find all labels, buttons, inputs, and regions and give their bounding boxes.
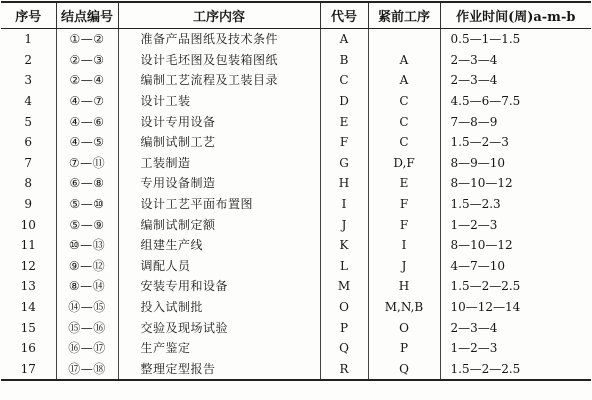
cell-predecessor: J <box>368 256 440 277</box>
cell-task: 准备产品图纸及技术条件 <box>118 29 320 50</box>
cell-node: ④—⑦ <box>56 91 118 112</box>
cell-code: D <box>320 91 368 112</box>
cell-duration: 8—10—12 <box>440 235 591 256</box>
cell-predecessor: C <box>368 111 440 132</box>
table-row <box>1 91 591 112</box>
cell-predecessor: I <box>368 235 440 256</box>
cell-no: 5 <box>1 111 56 132</box>
cell-code: F <box>320 132 368 153</box>
cell-no: 2 <box>1 50 56 71</box>
cell-no: 16 <box>1 338 56 359</box>
cell-predecessor: D,F <box>368 153 440 174</box>
cell-code: M <box>320 276 368 297</box>
cell-node: ⑩—⑬ <box>56 235 118 256</box>
cell-no: 6 <box>1 132 56 153</box>
cell-node: ⑤—⑨ <box>56 214 118 235</box>
table-row <box>1 132 591 153</box>
cell-node: ②—③ <box>56 50 118 71</box>
cell-node: ⑨—⑫ <box>56 256 118 277</box>
cell-duration: 8—10—12 <box>440 173 591 194</box>
cell-no: 14 <box>1 297 56 318</box>
table-row <box>1 276 591 297</box>
cell-duration: 7—8—9 <box>440 111 591 132</box>
cell-code: C <box>320 70 368 91</box>
cell-duration: 1.5—2—2.5 <box>440 276 591 297</box>
header-predecessor: 紧前工序 <box>368 2 440 29</box>
cell-predecessor: E <box>368 173 440 194</box>
table-row <box>1 70 591 91</box>
cell-task: 工装制造 <box>118 153 320 174</box>
cell-duration: 4.5—6—7.5 <box>440 91 591 112</box>
cell-duration: 8—9—10 <box>440 153 591 174</box>
cell-predecessor: O <box>368 317 440 338</box>
cell-node: ⑦—⑪ <box>56 153 118 174</box>
cell-code: I <box>320 194 368 215</box>
cell-predecessor: M,N,B <box>368 297 440 318</box>
table-row <box>1 317 591 338</box>
cell-no: 11 <box>1 235 56 256</box>
cell-predecessor: A <box>368 70 440 91</box>
cell-code: J <box>320 214 368 235</box>
cell-predecessor: F <box>368 194 440 215</box>
table-row <box>1 173 591 194</box>
table-row <box>1 256 591 277</box>
header-duration: 作业时间(周)a-m-b <box>440 2 591 29</box>
table-row <box>1 194 591 215</box>
cell-code: P <box>320 317 368 338</box>
table-row <box>1 338 591 359</box>
cell-duration: 1.5—2.3 <box>440 194 591 215</box>
table-row <box>1 359 591 381</box>
cell-task: 组建生产线 <box>118 235 320 256</box>
cell-task: 调配人员 <box>118 256 320 277</box>
cell-task: 生产鉴定 <box>118 338 320 359</box>
cell-duration: 1—2—3 <box>440 214 591 235</box>
cell-no: 17 <box>1 359 56 381</box>
cell-node: ⑥—⑧ <box>56 173 118 194</box>
table-body <box>1 29 591 381</box>
cell-duration: 2—3—4 <box>440 50 591 71</box>
table-row <box>1 297 591 318</box>
cell-node: ⑯—⑰ <box>56 338 118 359</box>
cell-code: K <box>320 235 368 256</box>
cell-code: B <box>320 50 368 71</box>
cell-no: 12 <box>1 256 56 277</box>
cell-code: E <box>320 111 368 132</box>
cell-duration: 1.5—2—3 <box>440 132 591 153</box>
table-row <box>1 235 591 256</box>
cell-task: 交验及现场试验 <box>118 317 320 338</box>
cell-predecessor: C <box>368 91 440 112</box>
cell-duration: 2—3—4 <box>440 317 591 338</box>
cell-task: 设计工艺平面布置图 <box>118 194 320 215</box>
cell-duration: 10—12—14 <box>440 297 591 318</box>
cell-task: 整理定型报告 <box>118 359 320 381</box>
cell-duration: 1.5—2—2.5 <box>440 359 591 381</box>
cell-no: 15 <box>1 317 56 338</box>
cell-code: Q <box>320 338 368 359</box>
cell-duration: 0.5—1—1.5 <box>440 29 591 50</box>
cell-task: 设计工装 <box>118 91 320 112</box>
cell-node: ②—④ <box>56 70 118 91</box>
cell-no: 3 <box>1 70 56 91</box>
cell-duration: 1—2—3 <box>440 338 591 359</box>
cell-predecessor: H <box>368 276 440 297</box>
table-header-row <box>1 2 591 29</box>
cell-no: 7 <box>1 153 56 174</box>
cell-task: 专用设备制造 <box>118 173 320 194</box>
cell-task: 设计专用设备 <box>118 111 320 132</box>
header-task: 工序内容 <box>118 2 320 29</box>
cell-code: L <box>320 256 368 277</box>
cell-task: 投入试制批 <box>118 297 320 318</box>
cell-node: ①—② <box>56 29 118 50</box>
cell-code: A <box>320 29 368 50</box>
cell-predecessor: P <box>368 338 440 359</box>
table-row <box>1 153 591 174</box>
cell-node: ⑧—⑭ <box>56 276 118 297</box>
cell-task: 设计毛坯图及包装箱图纸 <box>118 50 320 71</box>
cell-code: H <box>320 173 368 194</box>
cell-task: 安装专用和设备 <box>118 276 320 297</box>
cell-code: R <box>320 359 368 381</box>
header-code: 代号 <box>320 2 368 29</box>
cell-node: ⑭—⑮ <box>56 297 118 318</box>
process-schedule-table <box>1 1 591 381</box>
cell-no: 9 <box>1 194 56 215</box>
cell-node: ④—⑥ <box>56 111 118 132</box>
table-row <box>1 29 591 50</box>
table-row <box>1 214 591 235</box>
cell-no: 8 <box>1 173 56 194</box>
cell-no: 10 <box>1 214 56 235</box>
cell-task: 编制试制定额 <box>118 214 320 235</box>
header-no: 序号 <box>1 2 56 29</box>
cell-predecessor: C <box>368 132 440 153</box>
cell-duration: 2—3—4 <box>440 70 591 91</box>
cell-predecessor: F <box>368 214 440 235</box>
cell-no: 4 <box>1 91 56 112</box>
cell-duration: 4—7—10 <box>440 256 591 277</box>
cell-code: G <box>320 153 368 174</box>
cell-node: ④—⑤ <box>56 132 118 153</box>
cell-predecessor: A <box>368 50 440 71</box>
header-node: 结点编号 <box>56 2 118 29</box>
cell-task: 编制试制工艺 <box>118 132 320 153</box>
cell-node: ⑮—⑯ <box>56 317 118 338</box>
cell-code: O <box>320 297 368 318</box>
cell-node: ⑰—⑱ <box>56 359 118 381</box>
cell-node: ⑤—⑩ <box>56 194 118 215</box>
cell-predecessor <box>368 29 440 50</box>
cell-no: 1 <box>1 29 56 50</box>
cell-no: 13 <box>1 276 56 297</box>
cell-task: 编制工艺流程及工装目录 <box>118 70 320 91</box>
table-row <box>1 111 591 132</box>
cell-predecessor: Q <box>368 359 440 381</box>
table-row <box>1 50 591 71</box>
